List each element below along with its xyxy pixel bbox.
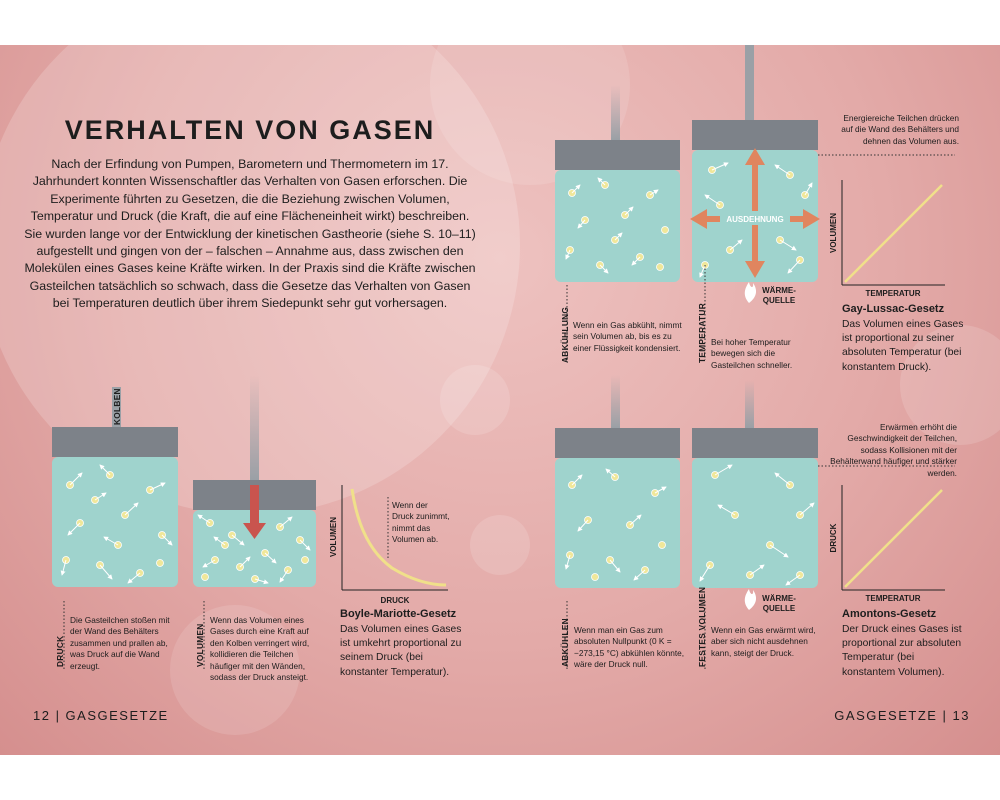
boyle-x-axis-label: DRUCK xyxy=(380,596,410,605)
druck-text: Die Gasteilchen stoßen mit der Wand des Behälters zusammen und prallen ab, was Druck auf die Wand erzeugt. xyxy=(70,615,170,671)
amontons-law-title: Amontons-Gesetz xyxy=(842,608,937,620)
gay-lussac-x-axis-label: TEMPERATUR xyxy=(865,289,921,298)
intro-text: Nach der Erfindung von Pumpen, Barometern und Thermometern im 17. Jahrhundert konnten Wissenschaftler das Verhalten von Gasen erforschen. Die Experimente führten zu Gesetzen, die die Beziehung zwischen Volumen, Temperatur und Druck (die Kraft, die auf eine Flächeneinheit wirkt) beschreiben. Sie wurden lange vor der Entwicklung der kinetischen Gastheorie (siehe S. 10–11) aufgestellt und gingen von der – falschen – Annahme aus, dass zwischen den Molekülen eines Gases keine Kräfte wirken. In der Praxis sind die Kräfte zwischen Gasteilchen tatsächlich so schwach, dass die Gesetze das Verhalten von Gasen bei Temperaturen deutlich über ihrem Siedepunkt sehr gut vorhersagen. xyxy=(24,157,476,311)
volumen-label: VOLUMEN xyxy=(195,623,205,667)
piston-rod xyxy=(745,45,754,120)
abkuehlen-label: ABKÜHLEN xyxy=(560,618,570,667)
flame-icon xyxy=(745,282,756,303)
piston xyxy=(692,120,818,150)
piston-rod xyxy=(611,85,620,140)
heat-source-label: WÄRME- xyxy=(762,286,796,295)
amontons-top-note: Erwärmen erhöht die Geschwindigkeit der Teilchen, sodass Kollisionen mit der Behälterwand häufiger und stärker werden. xyxy=(830,422,957,478)
piston-rod xyxy=(250,375,259,480)
heat-source-label: QUELLE xyxy=(762,604,796,613)
gay-lussac-y-axis-label: VOLUMEN xyxy=(829,213,838,253)
flame-icon xyxy=(745,589,756,610)
druck-label: DRUCK xyxy=(55,635,65,667)
page-title: VERHALTEN VON GASEN xyxy=(64,115,436,145)
temperatur-label: TEMPERATUR xyxy=(697,302,707,363)
abkuehlung-text: Wenn ein Gas abkühlt, nimmt sein Volumen ab, bis es zu einer Flüssigkeit kondensiert. xyxy=(573,320,682,353)
amontons-graph xyxy=(829,485,945,603)
piston xyxy=(692,428,818,458)
boyle-law-text: Das Volumen eines Gases ist umkehrt proportional zu seinem Druck (bei konstanter Temperatur). xyxy=(340,624,462,678)
heat-source-label: WÄRME- xyxy=(762,594,796,603)
temperatur-text: Bei hoher Temperatur bewegen sich die Gasteilchen schneller. xyxy=(711,337,793,370)
piston-rod xyxy=(745,380,754,428)
volumen-text: Wenn das Volumen eines Gases durch eine Kraft auf den Kolben verringert wird, kollidieren die Teilchen häufiger mit den Wänden, sodass der Druck ansteigt. xyxy=(210,615,310,683)
abkuehlen-text: Wenn man ein Gas zum absoluten Nullpunkt (0 K = −273,15 °C) abkühlen könnte, wäre der Druck null. xyxy=(574,625,685,670)
boyle-graph-note: Wenn der Druck zunimmt, nimmt das Volumen ab. xyxy=(392,500,450,545)
abkuehlung-label: ABKÜHLUNG xyxy=(560,306,570,363)
ausdehnung-label: AUSDEHNUNG xyxy=(726,215,784,224)
piston-rod xyxy=(611,375,620,428)
footer-left: 12 | GASGESETZE xyxy=(33,708,169,723)
gay-lussac-top-note: Energiereiche Teilchen drücken auf die Wand des Behälters und dehnen das Volumen aus. xyxy=(841,113,959,146)
piston xyxy=(52,427,178,457)
book-spread xyxy=(0,45,1000,755)
kolben-label: KOLBEN xyxy=(112,388,122,425)
gay-lussac-graph xyxy=(829,180,945,298)
boyle-y-axis-label: VOLUMEN xyxy=(329,517,338,557)
piston xyxy=(555,428,680,458)
amontons-x-axis-label: TEMPERATUR xyxy=(865,594,921,603)
amontons-law-text: Der Druck eines Gases ist proportional zur absoluten Temperatur (bei konstantem Volumen). xyxy=(842,624,962,678)
gas-container xyxy=(52,457,178,587)
heat-source-label: QUELLE xyxy=(762,296,796,305)
footer-right: GASGESETZE | 13 xyxy=(834,708,970,723)
gay-lussac-line xyxy=(845,185,942,282)
amontons-y-axis-label: DRUCK xyxy=(829,523,838,553)
boyle-law-title: Boyle-Mariotte-Gesetz xyxy=(340,608,457,620)
amontons-line xyxy=(845,490,942,587)
festes-volumen-text: Wenn ein Gas erwärmt wird, aber sich nicht ausdehnen kann, steigt der Druck. xyxy=(711,625,816,658)
gay-lussac-law-title: Gay-Lussac-Gesetz xyxy=(842,303,945,315)
piston xyxy=(555,140,680,170)
gay-lussac-law-text: Das Volumen eines Gases ist proportional zu seiner absoluten Temperatur (bei konstantem Druck). xyxy=(842,319,964,373)
festes-volumen-label: FESTES VOLUMEN xyxy=(697,586,707,667)
